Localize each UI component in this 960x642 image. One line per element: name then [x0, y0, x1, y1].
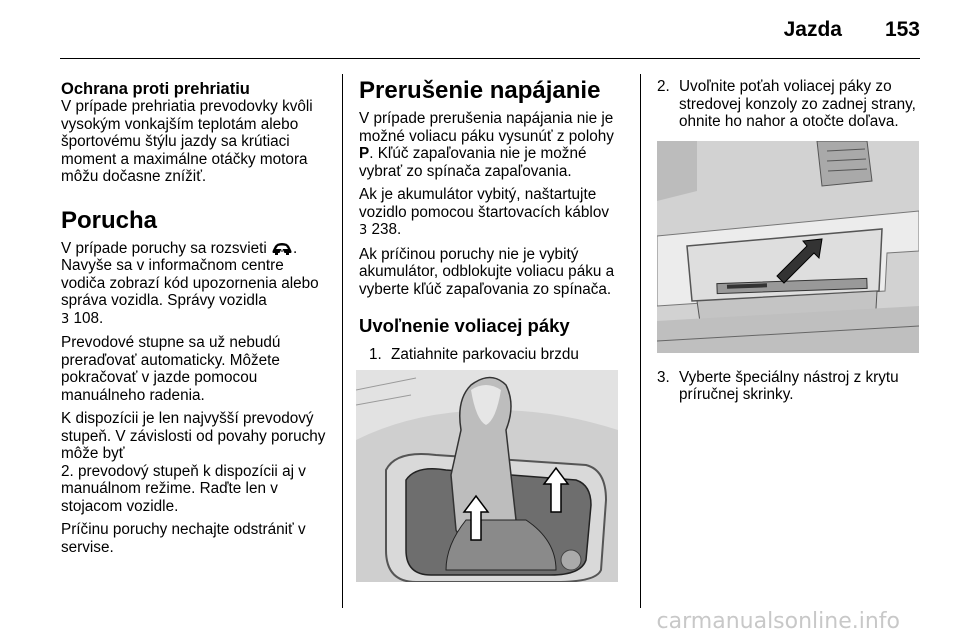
heading-overheat-protection: Ochrana proti prehriatiu — [61, 80, 250, 98]
figure-gear-selector — [356, 370, 618, 582]
fault-paragraph-2: Prevodové stupne sa už nebudú preraďovať automaticky. Môžete pokračovať v jazde pomocou manuálneho radenia. — [61, 334, 281, 404]
power-paragraph-2 — [359, 186, 625, 240]
power-paragraph-1 — [359, 110, 625, 180]
page-number: 153 — [884, 18, 920, 41]
gear-selector-illustration — [356, 370, 618, 582]
overheat-paragraph: V prípade prehriatia prevodovky kvôli vysokým vonkajším teplotám alebo športovému štýlu jazdy sa krútiaci moment a maximálne otáčky motora môžu dočasne znížiť. — [61, 98, 313, 185]
step-1 — [369, 346, 625, 364]
column-left — [61, 74, 329, 562]
page-ref-icon: 3 — [61, 311, 70, 327]
step-3 — [657, 369, 919, 404]
heading-power-interruption: Prerušenie napájanie — [359, 77, 601, 104]
step-3-text: Vyberte špeciálny nástroj z krytu príručnej skrinky. — [679, 368, 899, 403]
step-3-number: 3. — [657, 368, 670, 386]
heading-selector-release: Uvoľnenie voliacej páky — [359, 315, 570, 336]
fault-paragraph-3: K dispozícii je len najvyšší prevodový stupeň. V závislosti od povahy poruchy môže byť 2. prevodový stupeň k dispozícii aj v manuálnom režime. Raďte len v stojacom vozidle. — [61, 410, 326, 515]
power-ref-page: 238. — [371, 221, 402, 238]
step-2-text: Uvoľnite poťah voliacej páky zo stredovej konzoly zo zadnej strany, ohnite ho nahor a otočte doľava. — [679, 78, 916, 130]
column-divider-1 — [342, 74, 343, 608]
fault-paragraph-1 — [61, 240, 329, 329]
gear-position-p: P — [359, 145, 370, 162]
fault-p1-text-a: V prípade poruchy sa rozsvieti — [61, 239, 267, 257]
fault-ref-page: 108. — [73, 309, 104, 327]
page-header — [0, 0, 960, 58]
power-p1-text-a: V prípade prerušenia napájania nie je možné voliacu páku vysunúť z polohy — [359, 110, 614, 145]
figure-glovebox-tool — [657, 141, 919, 353]
column-middle — [359, 74, 625, 582]
power-p1-text-b: . Kľúč zapaľovania nie je možné vybrať zo spínača zapaľovania. — [359, 145, 587, 180]
step-2 — [657, 78, 919, 131]
car-warning-icon — [271, 241, 293, 256]
step-1-number: 1. — [369, 346, 382, 363]
column-divider-2 — [640, 74, 641, 608]
section-title: Jazda — [783, 18, 842, 41]
fault-paragraph-4: Príčinu poruchy nechajte odstrániť v servise. — [61, 521, 306, 556]
power-p2-text: Ak je akumulátor vybitý, naštartujte vozidlo pomocou štartovacích káblov — [359, 186, 609, 221]
glovebox-illustration — [657, 141, 919, 353]
step-1-text: Zatiahnite parkovaciu brzdu — [391, 346, 579, 363]
watermark: carmanualsonline.info — [656, 609, 900, 634]
column-right — [657, 74, 919, 410]
heading-fault: Porucha — [61, 206, 158, 234]
step-2-number: 2. — [657, 78, 670, 95]
power-paragraph-3: Ak príčinou poruchy nie je vybitý akumulátor, odblokujte voliacu páku a vyberte kľúč zapaľovania zo spínača. — [359, 245, 615, 298]
fault-p1-text-b: . Navyše sa v informačnom centre vodiča zobrazí kód upozornenia alebo správa vozidla. Správy vozidla — [61, 239, 319, 309]
page-ref-icon: 3 — [359, 223, 368, 238]
header-rule — [60, 58, 920, 59]
